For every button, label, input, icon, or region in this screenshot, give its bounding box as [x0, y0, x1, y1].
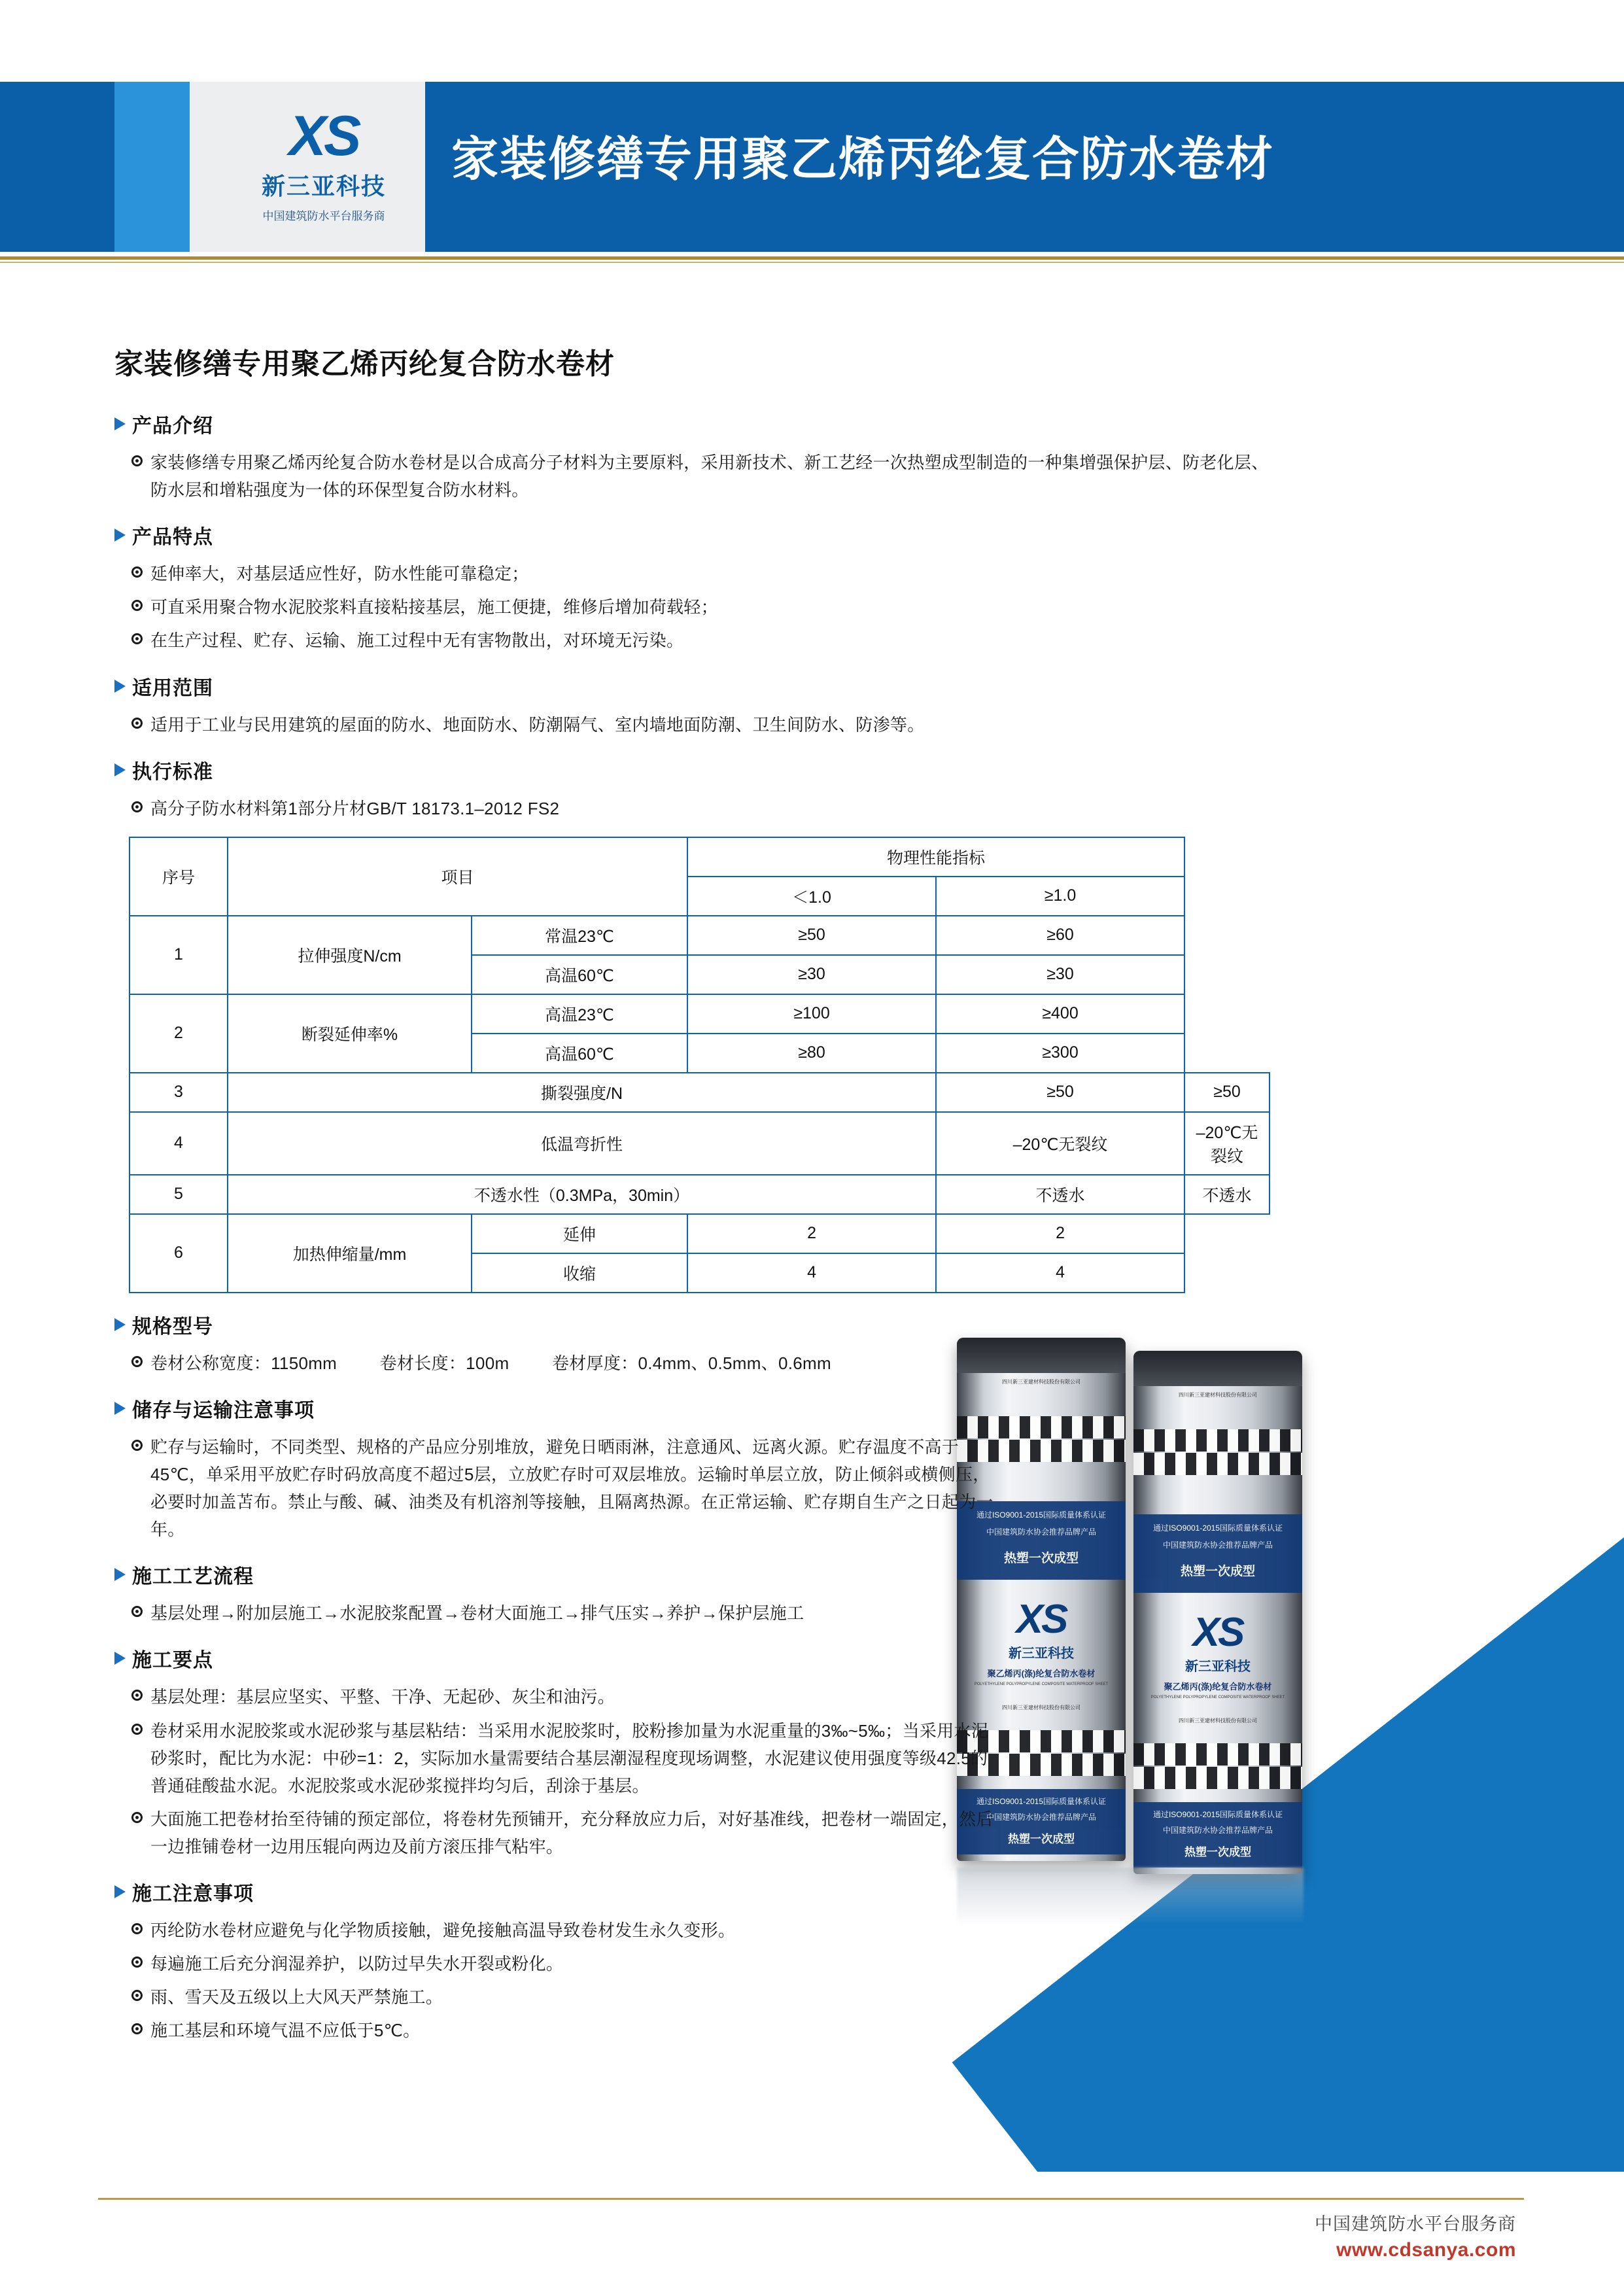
physical-performance-table: [129, 837, 1270, 1293]
cell-sub-1: 常温23℃: [472, 916, 687, 955]
footer-gold-rule: [98, 2198, 1524, 2200]
table-row: [130, 1175, 1270, 1214]
circle-bullet-icon: [131, 600, 143, 611]
roll-right-band2-line2: 中国建筑防水协会推荐品牌产品: [1162, 1826, 1273, 1835]
circle-bullet-icon: [131, 718, 143, 729]
circle-bullet-icon: [131, 1957, 143, 1968]
roll-left-band-line1: 通过ISO9001-2015国际质量体系认证: [976, 1510, 1107, 1520]
table-row: [130, 1073, 1270, 1112]
list-item: [131, 795, 1514, 822]
triangle-bullet-icon: [114, 529, 126, 542]
process-text-0: 基层处理→附加层施工→水泥胶浆配置→卷材大面施工→排气压实→养护→保护层施工: [150, 1603, 804, 1624]
model-spec-length: 卷材长度：100m: [379, 1353, 510, 1373]
keypoints-text-0: 基层处理：基层应坚实、平整、干净、无起砂、灰尘和油污。: [150, 1687, 615, 1707]
roll-right-logo-xs: XS: [1192, 1610, 1243, 1655]
cell-no-3: 3: [130, 1073, 228, 1112]
page-title: 家装修缮专用聚乙烯丙纶复合防水卷材: [114, 348, 615, 380]
list-item: [131, 1349, 1514, 1377]
roll-left-product-name-en: POLYETHYLENE POLYPROPYLENE COMPOSITE WATERPROOF SHEET: [974, 1682, 1109, 1686]
table-header-row: [130, 837, 1270, 877]
cautions-text-0: 丙纶防水卷材应避免与化学物质接触，避免接触高温导致卷材发生永久变形。: [150, 1921, 736, 1941]
table-row: [130, 1214, 1270, 1253]
triangle-bullet-icon: [114, 1885, 126, 1898]
roll-right-product-name-en: POLYETHYLENE POLYPROPYLENE COMPOSITE WATERPROOF SHEET: [1150, 1696, 1285, 1699]
cell-sub-2: 高温60℃: [472, 955, 687, 994]
section-heading-intro-label: 产品介绍: [132, 415, 213, 437]
roll-right-company: 四川新三亚建材科技股份有限公司: [1179, 1718, 1257, 1724]
roll-left-logo-cn: 新三亚科技: [1009, 1646, 1074, 1661]
header-gold-rule: [0, 256, 1624, 260]
footer-tagline: 中国建筑防水平台服务商: [1315, 2214, 1516, 2234]
list-item: [131, 449, 1514, 504]
table-row: [130, 994, 1270, 1034]
keypoints-text-1: 卷材采用水泥胶浆或水泥砂浆与基层粘结：当采用水泥胶浆时，胶粉掺加量为水泥重量的3‰~5‰；当采用水泥砂浆时，配比为水泥：中砂=1：2，实际加水量需要结合基层潮湿程度现场调整，水泥建议使用强度等级42.5的普通硅酸盐水泥。水泥胶浆或水泥砂浆搅拌均匀后，刮涂于基层。: [150, 1720, 989, 1796]
cell-item-1: 拉伸强度N/cm: [228, 916, 472, 994]
cell-no-2: 2: [130, 994, 228, 1073]
features-text-2: 在生产过程、贮存、运输、施工过程中无有害物散出，对环境无污染。: [150, 631, 684, 651]
list-item: [131, 1433, 1514, 1543]
list-item: [131, 627, 1514, 654]
list-item: [131, 1717, 1514, 1800]
roll-left-company: 四川新三亚建材科技股份有限公司: [1002, 1705, 1080, 1711]
roll-left-band2-line1: 通过ISO9001-2015国际质量体系认证: [976, 1797, 1107, 1806]
model-spec-thickness: 卷材厚度：0.4mm、0.5mm、0.6mm: [551, 1353, 831, 1373]
triangle-bullet-icon: [114, 1318, 126, 1331]
list-item: [131, 1950, 1514, 1977]
header-light-blue-block: [114, 82, 190, 252]
triangle-bullet-icon: [114, 680, 126, 693]
cell-sub-4: 高温60℃: [472, 1034, 687, 1073]
logo-company-name: 新三亚科技: [261, 173, 386, 200]
th-item: 项目: [228, 837, 687, 916]
cell-item-4: 低温弯折性: [228, 1112, 936, 1175]
cell-no-4: 4: [130, 1112, 228, 1175]
section-heading-model-label: 规格型号: [132, 1315, 213, 1338]
cell-v2-6: –20℃无裂纹: [1184, 1112, 1270, 1175]
triangle-bullet-icon: [114, 763, 126, 776]
circle-bullet-icon: [131, 1606, 143, 1617]
section-heading-intro: [114, 409, 1514, 438]
list-item: [131, 711, 1514, 739]
roll-left-logo-xs: XS: [1016, 1597, 1067, 1642]
footer-website-url: www.cdsanya.com: [1336, 2239, 1516, 2261]
roll-right-product-name: 聚乙烯丙(涤)纶复合防水卷材: [1164, 1682, 1272, 1692]
roll-left-band2-line3: 热塑一次成型: [1008, 1833, 1075, 1845]
roll-right-band-line1: 通过ISO9001-2015国际质量体系认证: [1152, 1523, 1283, 1533]
cell-v1-4: ≥80: [687, 1034, 936, 1073]
roll-right-band2-line3: 热塑一次成型: [1184, 1846, 1251, 1858]
circle-bullet-icon: [131, 1356, 143, 1367]
triangle-bullet-icon: [114, 1402, 126, 1415]
document-body: [114, 340, 1514, 2051]
brand-logo: [232, 105, 415, 223]
roll-left-band2-line2: 中国建筑防水协会推荐品牌产品: [986, 1813, 1096, 1822]
roll-right-logo-cn: 新三亚科技: [1185, 1660, 1251, 1674]
cell-item-5: 不透水性（0.3MPa，30min）: [228, 1175, 936, 1214]
cell-v2-8: 2: [936, 1214, 1184, 1253]
section-heading-scope: [114, 672, 1514, 701]
list-item: [131, 1683, 1514, 1711]
circle-bullet-icon: [131, 1724, 143, 1735]
table-row: [130, 916, 1270, 955]
standard-text-0: 高分子防水材料第1部分片材GB/T 18173.1–2012 FS2: [150, 798, 560, 818]
roll-right-band2-line1: 通过ISO9001-2015国际质量体系认证: [1152, 1810, 1283, 1819]
roll-right-band-line2: 中国建筑防水协会推荐品牌产品: [1162, 1540, 1273, 1550]
section-heading-keypoints-label: 施工要点: [132, 1650, 213, 1672]
cell-v2-3: ≥400: [936, 994, 1184, 1034]
cell-v2-4: ≥300: [936, 1034, 1184, 1073]
section-heading-cautions: [114, 1877, 1514, 1906]
circle-bullet-icon: [131, 801, 143, 812]
circle-bullet-icon: [131, 1690, 143, 1701]
storage-text-0: 贮存与运输时，不同类型、规格的产品应分别堆放，避免日晒雨淋，注意通风、远离火源。贮存温度不高于45℃，单采用平放贮存时码放高度不超过5层，立放贮存时可双层堆放。运输时单层立放，防止倾斜或横侧压，必要时加盖苫布。禁止与酸、碱、油类及有机溶剂等接触，且隔离热源。在正常运输、贮存期自生产之日起为一年。: [150, 1436, 993, 1540]
section-heading-storage-label: 储存与运输注意事项: [132, 1399, 315, 1421]
section-heading-cautions-label: 施工注意事项: [132, 1883, 254, 1905]
circle-bullet-icon: [131, 566, 143, 578]
cell-sub-8: 延伸: [472, 1214, 687, 1253]
cell-v1-1: ≥50: [687, 916, 936, 955]
roll-left-band-line2: 中国建筑防水协会推荐品牌产品: [986, 1527, 1096, 1537]
features-text-0: 延伸率大，对基层适应性好，防水性能可靠稳定；: [150, 564, 529, 584]
th-col2: ≥1.0: [936, 877, 1184, 916]
circle-bullet-icon: [131, 2023, 143, 2034]
circle-bullet-icon: [131, 1990, 143, 2001]
cell-no-1: 1: [130, 916, 228, 994]
cell-v2-1: ≥60: [936, 916, 1184, 955]
cell-v1-2: ≥30: [687, 955, 936, 994]
model-spec-width: 卷材公称宽度：1150mm: [150, 1353, 337, 1373]
cell-sub-3: 高温23℃: [472, 994, 687, 1034]
keypoints-text-2: 大面施工把卷材抬至待铺的预定部位，将卷材先预铺开，充分释放应力后，对好基准线，把卷材一端固定，然后一边推铺卷材一边用压辊向两边及前方滚压排气粘牢。: [150, 1809, 993, 1856]
logo-tagline: 中国建筑防水平台服务商: [262, 210, 385, 222]
logo-xs-mark: XS: [288, 105, 359, 167]
list-item: [131, 560, 1514, 587]
th-no: 序号: [130, 837, 228, 916]
th-perf: 物理性能指标: [687, 837, 1184, 877]
section-heading-standard: [114, 756, 1514, 784]
roll-right-band-line3: 热塑一次成型: [1180, 1565, 1255, 1578]
cell-v1-7: 不透水: [936, 1175, 1184, 1214]
cell-item-6: 加热伸缩量/mm: [228, 1214, 472, 1293]
roll-left-spec-text: 四川新三亚建材科技股份有限公司: [1002, 1379, 1080, 1385]
cell-item-3: 撕裂强度/N: [228, 1073, 936, 1112]
scope-text-0: 适用于工业与民用建筑的屋面的防水、地面防水、防潮隔气、室内墙地面防潮、卫生间防水、防渗等。: [150, 714, 925, 735]
cell-v1-3: ≥100: [687, 994, 936, 1034]
cell-v2-9: 4: [936, 1253, 1184, 1293]
cell-v1-5: ≥50: [936, 1073, 1184, 1112]
circle-bullet-icon: [131, 633, 143, 644]
cell-v2-7: 不透水: [1184, 1175, 1270, 1214]
triangle-bullet-icon: [114, 417, 126, 430]
cell-no-5: 5: [130, 1175, 228, 1214]
cell-v1-8: 2: [687, 1214, 936, 1253]
section-heading-features-label: 产品特点: [132, 527, 213, 549]
circle-bullet-icon: [131, 455, 143, 466]
circle-bullet-icon: [131, 1923, 143, 1934]
cell-v2-2: ≥30: [936, 955, 1184, 994]
th-col1: ＜1.0: [687, 877, 936, 916]
section-heading-features: [114, 521, 1514, 549]
list-item: [131, 1917, 1514, 1944]
header-title: 家装修缮专用聚乙烯丙纶复合防水卷材: [451, 133, 1275, 186]
table-row: [130, 1112, 1270, 1175]
features-text-1: 可直采用聚合物水泥胶浆料直接粘接基层，施工便捷，维修后增加荷载轻；: [150, 597, 718, 617]
cautions-text-2: 雨、雪天及五级以上大风天严禁施工。: [150, 1987, 443, 2008]
cell-v2-5: ≥50: [1184, 1073, 1270, 1112]
page-footer: [0, 2172, 1624, 2296]
section-heading-process-label: 施工工艺流程: [132, 1566, 254, 1588]
header-gold-rule-thin: [0, 262, 1624, 263]
cautions-text-1: 每遍施工后充分润湿养护，以防过早失水开裂或粉化。: [150, 1954, 564, 1974]
section-heading-scope-label: 适用范围: [132, 677, 213, 699]
triangle-bullet-icon: [114, 1568, 126, 1581]
cell-sub-9: 收缩: [472, 1253, 687, 1293]
section-heading-model: [114, 1310, 1514, 1339]
model-specs: [150, 1349, 869, 1377]
roll-right-spec-text: 四川新三亚建材科技股份有限公司: [1179, 1392, 1257, 1398]
section-heading-standard-label: 执行标准: [132, 761, 213, 783]
cell-v1-9: 4: [687, 1253, 936, 1293]
page-header: [0, 0, 1624, 252]
intro-text-0: 家装修缮专用聚乙烯丙纶复合防水卷材是以合成高分子材料为主要原料，采用新技术、新工艺经一次热塑成型制造的一种集增强保护层、防老化层、防水层和增粘强度为一体的环保型复合防水材料。: [150, 453, 1269, 500]
section-heading-keypoints: [114, 1644, 1514, 1673]
footer-contact: [1315, 2210, 1516, 2261]
list-item: [131, 1805, 1514, 1860]
list-item: [131, 1983, 1514, 2011]
cautions-text-3: 施工基层和环境气温不应低于5℃。: [150, 2021, 421, 2041]
cell-v1-6: –20℃无裂纹: [936, 1112, 1184, 1175]
list-item: [131, 1599, 1514, 1627]
triangle-bullet-icon: [114, 1652, 126, 1665]
roll-left-band-line3: 热塑一次成型: [1003, 1552, 1079, 1565]
list-item: [131, 593, 1514, 621]
circle-bullet-icon: [131, 1812, 143, 1823]
section-heading-storage: [114, 1394, 1514, 1423]
circle-bullet-icon: [131, 1440, 143, 1451]
roll-left-product-name: 聚乙烯丙(涤)纶复合防水卷材: [987, 1669, 1096, 1679]
section-heading-process: [114, 1560, 1514, 1589]
cell-no-6: 6: [130, 1214, 228, 1293]
cell-item-2: 断裂延伸率%: [228, 994, 472, 1073]
list-item: [131, 2017, 1514, 2044]
